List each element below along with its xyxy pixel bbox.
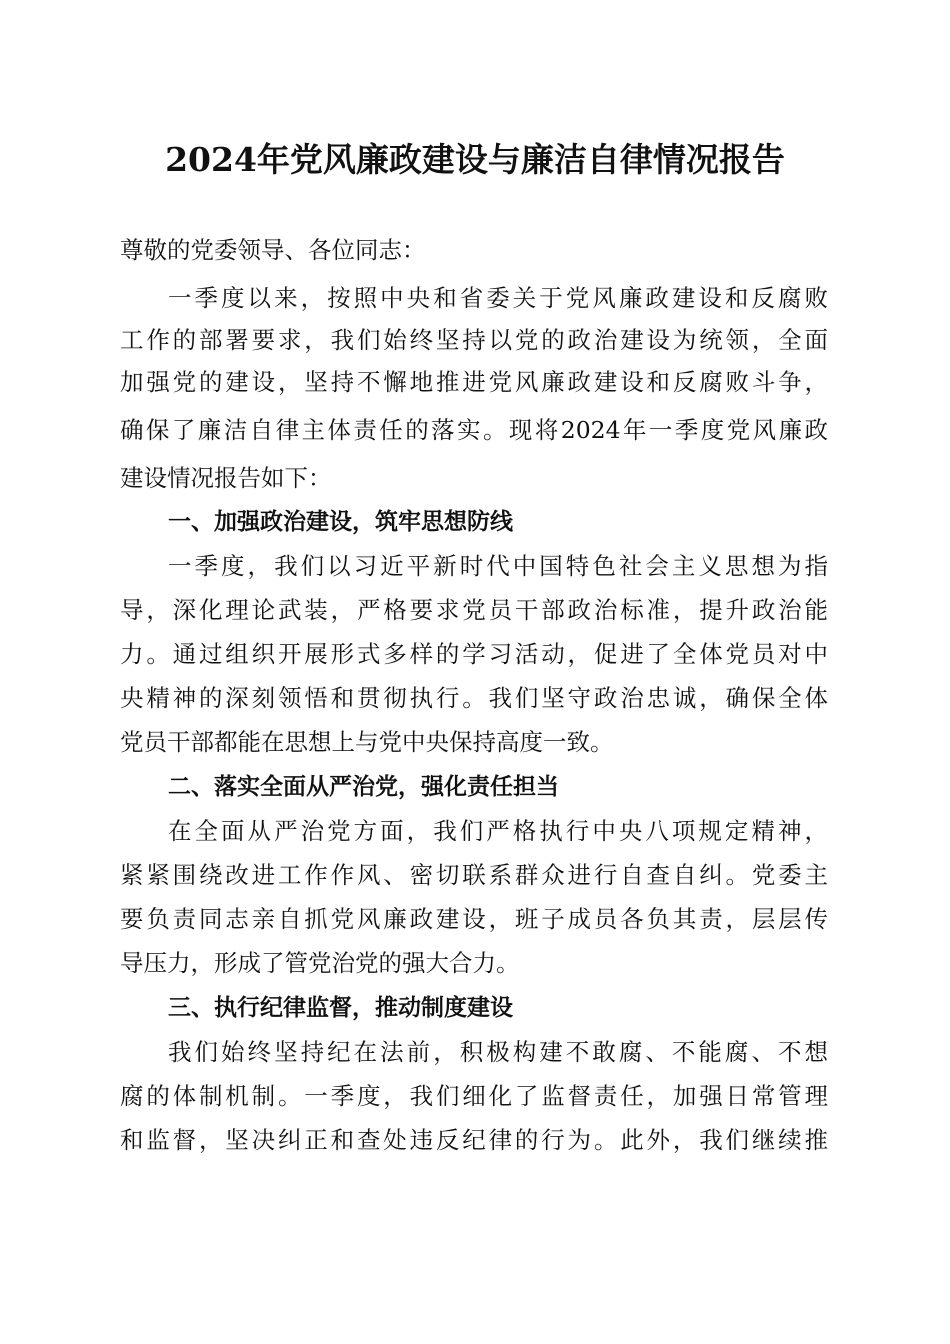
section-3-heading: 三、执行纪律监督，推动制度建设: [168, 995, 513, 1021]
section-1-line: 央精神的深刻领悟和贯彻执行。我们坚守政治忠诚，确保全体: [120, 684, 828, 712]
section-2-line: 导压力，形成了管党治党的强大合力。: [120, 949, 520, 977]
salutation: 尊敬的党委领导、各位同志：: [120, 236, 426, 264]
section-1-line: 导，深化理论武装，严格要求党员干部政治标准，提升政治能: [120, 596, 828, 624]
section-3-line: 腐的体制机制。一季度，我们细化了监督责任，加强日常管理: [120, 1082, 828, 1110]
intro-line: 确保了廉洁自律主体责任的落实。现将2024年一季度党风廉政: [120, 416, 828, 444]
intro-line: 加强党的建设，坚持不懈地推进党风廉政建设和反腐败斗争，: [120, 368, 828, 396]
intro-line: 工作的部署要求，我们始终坚持以党的政治建设为统领，全面: [120, 326, 828, 354]
section-2-line: 在全面从严治党方面，我们严格执行中央八项规定精神，: [168, 817, 828, 845]
intro-line: 一季度以来，按照中央和省委关于党风廉政建设和反腐败: [168, 284, 828, 312]
section-2-line: 紧紧围绕改进工作作风、密切联系群众进行自查自纠。党委主: [120, 861, 828, 889]
document-title: 2024年党风廉政建设与廉洁自律情况报告: [165, 140, 785, 179]
intro-line: 建设情况报告如下：: [120, 464, 332, 492]
section-2-line: 要负责同志亲自抓党风廉政建设，班子成员各负其责，层层传: [120, 905, 828, 933]
section-3-line: 我们始终坚持纪在法前，积极构建不敢腐、不能腐、不想: [168, 1038, 828, 1066]
section-1-heading: 一、加强政治建设，筑牢思想防线: [168, 509, 513, 535]
section-1-line: 一季度，我们以习近平新时代中国特色社会主义思想为指: [168, 552, 828, 580]
section-3-line: 和监督，坚决纠正和查处违反纪律的行为。此外，我们继续推: [120, 1126, 828, 1154]
section-1-line: 党员干部都能在思想上与党中央保持高度一致。: [120, 728, 614, 756]
section-2-heading: 二、落实全面从严治党，强化责任担当: [168, 774, 559, 800]
section-1-line: 力。通过组织开展形式多样的学习活动，促进了全体党员对中: [120, 640, 828, 668]
